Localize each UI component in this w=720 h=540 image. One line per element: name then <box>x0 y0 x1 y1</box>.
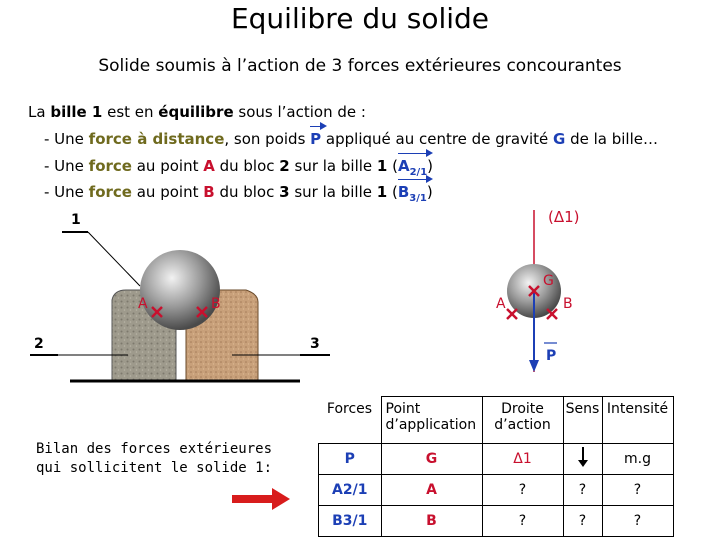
vector-P: P <box>310 130 322 148</box>
arrow-down-icon <box>576 446 590 468</box>
bullet-keyword: force <box>88 157 132 175</box>
label-B-right: B <box>563 296 573 312</box>
table-header-row <box>319 397 674 444</box>
header-droite: Droite d’action <box>482 397 563 444</box>
intro-text: La <box>28 103 51 121</box>
bullet-text: , son poids <box>224 130 311 148</box>
cell-point: B <box>381 506 482 537</box>
leader-line-1 <box>88 232 140 286</box>
cell-force: P <box>319 444 382 475</box>
label-delta1: (Δ1) <box>548 208 580 226</box>
page-title: Equilibre du solide <box>230 2 490 35</box>
point-A: A <box>203 157 215 175</box>
cell-point: A <box>381 475 482 506</box>
header-forces: Forces <box>319 397 382 444</box>
page-subtitle: Solide soumis à l’action de 3 forces extérieures concourantes <box>98 56 622 76</box>
label-bloc-2: 2 <box>34 336 44 352</box>
bullet-text: de la bille… <box>565 130 658 148</box>
label-solid-1: 1 <box>71 212 81 228</box>
bullet-text: sur la bille <box>289 157 377 175</box>
cell-sens <box>563 444 602 475</box>
bullet-text: au point <box>131 157 204 175</box>
cell-intensite: ? <box>602 475 673 506</box>
intro-text: est en <box>102 103 159 121</box>
cell-droite: ? <box>482 475 563 506</box>
vector-index: 2/1 <box>409 167 428 178</box>
cell-force: B3/1 <box>319 506 382 537</box>
table-row <box>319 444 674 475</box>
cell-force: A2/1 <box>319 475 382 506</box>
bloc-number: 2 <box>279 157 290 175</box>
bloc-number: 3 <box>279 183 290 201</box>
bullet-text: au point <box>131 183 204 201</box>
label-B-left: B <box>211 296 221 312</box>
cell-droite: Δ1 <box>482 444 563 475</box>
forces-table <box>318 396 674 537</box>
bullet-text: du bloc <box>214 157 280 175</box>
bullet-keyword: force à distance <box>88 130 225 148</box>
bille-1 <box>140 250 220 330</box>
vector-index: 3/1 <box>409 193 427 204</box>
bullet-text: ( <box>387 157 398 175</box>
bullet-text: sur la bille <box>289 183 377 201</box>
cross-A-right <box>507 309 517 319</box>
bille-number: 1 <box>376 157 388 175</box>
bullet-text: appliqué au centre de gravité <box>321 130 554 148</box>
bullet-text: - Une <box>44 130 89 148</box>
point-G: G <box>553 130 566 148</box>
cell-sens: ? <box>563 475 602 506</box>
cell-point: G <box>381 444 482 475</box>
label-P: P <box>546 348 557 364</box>
bille-number: 1 <box>376 183 388 201</box>
bilan-arrow-head <box>272 488 290 510</box>
label-A-right: A <box>496 296 506 312</box>
header-sens: Sens <box>563 397 602 444</box>
bullet-text: ) <box>427 157 434 175</box>
table-row <box>319 506 674 537</box>
bilan-text: Bilan des forces extérieures qui sollicitent le solide 1: <box>36 441 273 476</box>
header-point: Point d’application <box>381 397 482 444</box>
intro-bille: bille 1 <box>50 103 103 121</box>
bullet-text: ( <box>387 183 398 201</box>
bullet-text: - Une <box>44 157 89 175</box>
cell-intensite: ? <box>602 506 673 537</box>
table-row <box>319 475 674 506</box>
cell-droite: ? <box>482 506 563 537</box>
point-B: B <box>203 183 215 201</box>
intro-text: sous l’action de : <box>233 103 366 121</box>
intro-equilibre: équilibre <box>158 103 234 121</box>
vector-B31: B <box>397 183 410 201</box>
label-G: G <box>543 273 554 289</box>
bullet-text: - Une <box>44 183 89 201</box>
label-A-left: A <box>138 296 148 312</box>
cell-intensite: m.g <box>602 444 673 475</box>
header-intensite: Intensité <box>602 397 673 444</box>
bullet-text: du bloc <box>214 183 280 201</box>
bullet-text: ) <box>426 183 433 201</box>
vector-A21: A <box>397 157 410 175</box>
cell-sens: ? <box>563 506 602 537</box>
bullet-keyword: force <box>88 183 132 201</box>
label-bloc-3: 3 <box>310 336 320 352</box>
arrow-P-head <box>529 360 539 372</box>
